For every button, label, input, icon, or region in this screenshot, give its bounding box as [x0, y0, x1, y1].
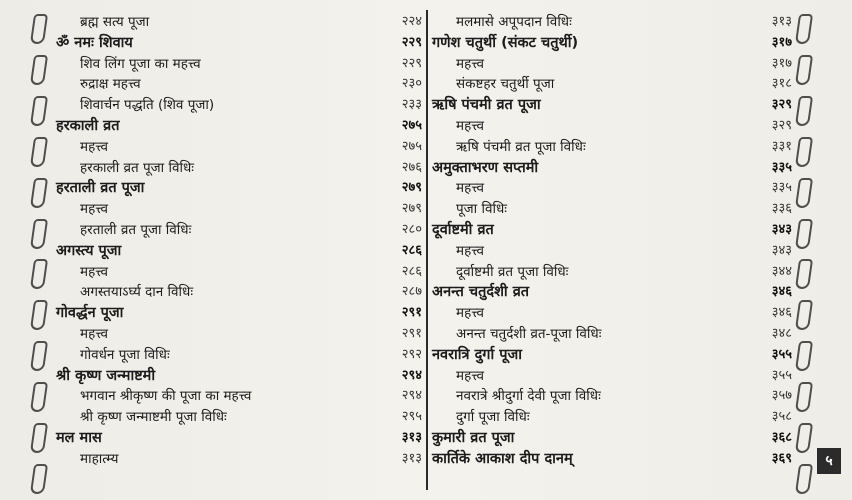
toc-page-number: ३३५ — [771, 180, 792, 196]
toc-entry — [56, 54, 422, 75]
toc-section-heading — [432, 158, 792, 179]
toc-page-number: २९१ — [401, 305, 422, 321]
toc-entry — [56, 199, 422, 220]
toc-entry — [56, 74, 422, 95]
toc-right-column — [432, 12, 792, 470]
toc-entry-title: गोवर्धन पूजा विधिः — [80, 346, 170, 363]
toc-page-number: २९४ — [401, 388, 422, 404]
toc-page-number: २८७ — [401, 284, 422, 300]
toc-page-number: २८० — [401, 221, 422, 237]
toc-section-heading — [432, 95, 792, 116]
toc-entry-title: महत्त्व — [456, 367, 484, 384]
toc-entry — [432, 324, 792, 345]
toc-entry-title: मल मास — [56, 429, 102, 446]
toc-page-number: ३१८ — [771, 76, 792, 92]
toc-page-number: २९२ — [401, 346, 422, 362]
toc-entry-title: नवरात्रे श्रीदुर्गा देवी पूजा विधिः — [456, 388, 601, 405]
toc-entry — [56, 137, 422, 158]
toc-entry-title: कुमारी व्रत पूजा — [432, 429, 515, 446]
toc-entry — [56, 407, 422, 428]
toc-entry — [56, 449, 422, 470]
toc-entry-title: ॐ नमः शिवाय — [56, 34, 133, 51]
toc-page-number: ३१३ — [771, 14, 792, 29]
toc-page-number: २७५ — [401, 138, 422, 154]
toc-entry — [432, 262, 792, 283]
toc-entry-title: ऋषि पंचमी व्रत पूजा विधिः — [456, 138, 586, 155]
toc-entry — [56, 282, 422, 303]
toc-entry-title: महत्त्व — [456, 242, 484, 259]
toc-entry-title: नवरात्रि दुर्गा पूजा — [432, 346, 523, 363]
toc-entry-title: दुर्गा पूजा विधिः — [456, 409, 530, 426]
toc-page-number: ३२९ — [771, 117, 792, 133]
toc-entry-title: रुद्राक्ष महत्त्व — [80, 76, 141, 93]
toc-entry-title: हरताली व्रत पूजा — [56, 180, 145, 197]
toc-page-number: ३४३ — [771, 242, 792, 258]
toc-page-number: ३५५ — [771, 346, 792, 362]
page-number-badge: ५ — [817, 448, 841, 474]
column-divider — [426, 10, 428, 490]
toc-entry-title: गणेश चतुर्थी (संकट चतुर्थी) — [432, 34, 579, 51]
toc-entry — [432, 386, 792, 407]
toc-entry-title: अमुक्ताभरण सप्तमी — [432, 159, 539, 176]
toc-section-heading — [56, 241, 422, 262]
toc-page-number: २२९ — [401, 55, 422, 71]
toc-page-number: ३१३ — [401, 429, 422, 445]
toc-entry-title: महत्त्व — [80, 138, 108, 155]
toc-page-number: २३३ — [401, 97, 422, 113]
toc-entry-title: श्री कृष्ण जन्माष्टमी पूजा विधिः — [80, 409, 227, 426]
toc-entry — [56, 12, 422, 33]
toc-entry — [432, 74, 792, 95]
toc-section-heading — [432, 449, 792, 470]
toc-entry-title: अगस्त्य पूजा — [56, 242, 122, 259]
left-border-ornament — [30, 14, 48, 494]
toc-entry-title: महत्त्व — [80, 325, 108, 342]
toc-entry-title: अनन्त चतुर्दशी व्रत — [432, 284, 530, 301]
toc-section-heading — [56, 428, 422, 449]
toc-entry — [432, 12, 792, 33]
toc-entry-title: महत्त्व — [456, 180, 484, 197]
toc-left-column — [56, 12, 422, 470]
toc-entry-title: महत्त्व — [456, 55, 484, 72]
toc-page-number: ३६९ — [771, 450, 792, 466]
toc-page-number: ३३१ — [771, 138, 792, 154]
toc-section-heading — [432, 33, 792, 54]
toc-page-number: २९१ — [401, 325, 422, 341]
toc-entry-title: ब्रह्म सत्य पूजा — [80, 14, 150, 30]
toc-entry — [56, 262, 422, 283]
toc-entry-title: भगवान श्रीकृष्ण की पूजा का महत्त्व — [80, 388, 252, 405]
toc-page-number: ३२९ — [771, 97, 792, 113]
toc-page-number: २९५ — [401, 409, 422, 425]
toc-page-number: ३५५ — [771, 367, 792, 383]
toc-section-heading — [432, 428, 792, 449]
toc-entry-title: माहात्म्य — [80, 450, 119, 467]
toc-page-number: २७५ — [401, 117, 422, 133]
toc-entry — [432, 178, 792, 199]
toc-entry-title: महत्त्व — [80, 201, 108, 218]
toc-page-number: ३१७ — [771, 55, 792, 71]
toc-entry — [56, 324, 422, 345]
toc-entry — [56, 158, 422, 179]
toc-entry-title: अगस्तयाऽर्घ्य दान विधिः — [80, 284, 194, 301]
toc-page-number: ३४३ — [771, 221, 792, 237]
toc-page-number: २७९ — [401, 180, 422, 196]
toc-entry — [56, 345, 422, 366]
toc-section-heading — [56, 116, 422, 137]
toc-entry-title: दूर्वाष्टमी व्रत — [432, 221, 494, 238]
toc-entry-title: शिवार्चन पद्धति (शिव पूजा) — [80, 97, 215, 114]
toc-entry-title: महत्त्व — [456, 305, 484, 322]
toc-entry-title: महत्त्व — [80, 263, 108, 280]
toc-entry-title: हरकाली व्रत — [56, 117, 120, 134]
toc-section-heading — [56, 33, 422, 54]
toc-section-heading — [432, 345, 792, 366]
toc-entry — [432, 54, 792, 75]
toc-page-number: ३४६ — [771, 284, 792, 300]
toc-entry-title: शिव लिंग पूजा का महत्त्व — [80, 55, 201, 72]
toc-entry — [432, 116, 792, 137]
toc-page-number: २७६ — [401, 159, 422, 175]
toc-page-number: ३४४ — [771, 263, 792, 279]
toc-entry-title: संकष्टहर चतुर्थी पूजा — [456, 76, 555, 93]
toc-entry-title: गोवर्द्धन पूजा — [56, 305, 124, 322]
toc-page-number: ३४६ — [771, 305, 792, 321]
toc-page-number: ३१३ — [401, 450, 422, 466]
toc-section-heading — [432, 220, 792, 241]
toc-page-number: २९४ — [401, 367, 422, 383]
toc-entry — [432, 303, 792, 324]
toc-entry-title: दूर्वाष्टमी व्रत पूजा विधिः — [456, 263, 569, 280]
toc-section-heading — [56, 366, 422, 387]
toc-entry-title: पूजा विधिः — [456, 201, 508, 218]
toc-page-number: ३३६ — [771, 201, 792, 217]
toc-section-heading — [56, 178, 422, 199]
toc-section-heading — [432, 282, 792, 303]
toc-page-number: ३३५ — [771, 159, 792, 175]
toc-page-number: २२९ — [401, 34, 422, 50]
toc-entry-title: ऋषि पंचमी व्रत पूजा — [432, 97, 541, 114]
toc-page-number: ३५८ — [771, 409, 792, 425]
toc-entry — [432, 241, 792, 262]
toc-page-number: २२४ — [401, 14, 422, 29]
toc-entry-title: मलमासे अपूपदान विधिः — [456, 14, 572, 30]
toc-entry — [56, 95, 422, 116]
toc-entry — [432, 366, 792, 387]
toc-page-number: ३६८ — [771, 429, 792, 445]
right-border-ornament — [795, 14, 813, 494]
toc-entry-title: अनन्त चतुर्दशी व्रत-पूजा विधिः — [456, 325, 602, 342]
toc-entry — [432, 199, 792, 220]
toc-section-heading — [56, 303, 422, 324]
toc-entry-title: कार्तिके आकाश दीप दानम् — [432, 450, 573, 467]
toc-entry — [432, 407, 792, 428]
toc-page-number: २८६ — [401, 263, 422, 279]
toc-entry — [432, 137, 792, 158]
toc-page-number: २७९ — [401, 201, 422, 217]
toc-entry-title: हरकाली व्रत पूजा विधिः — [80, 159, 194, 176]
toc-entry — [56, 386, 422, 407]
toc-page-number: ३५७ — [771, 388, 792, 404]
toc-page-number: ३१७ — [771, 34, 792, 50]
toc-page-number: ३४८ — [771, 325, 792, 341]
toc-page-number: २३० — [401, 76, 422, 92]
toc-page-number: २८६ — [401, 242, 422, 258]
toc-entry-title: श्री कृष्ण जन्माष्टमी — [56, 367, 156, 384]
toc-entry-title: महत्त्व — [456, 117, 484, 134]
toc-entry-title: हरताली व्रत पूजा विधिः — [80, 221, 192, 238]
toc-entry — [56, 220, 422, 241]
